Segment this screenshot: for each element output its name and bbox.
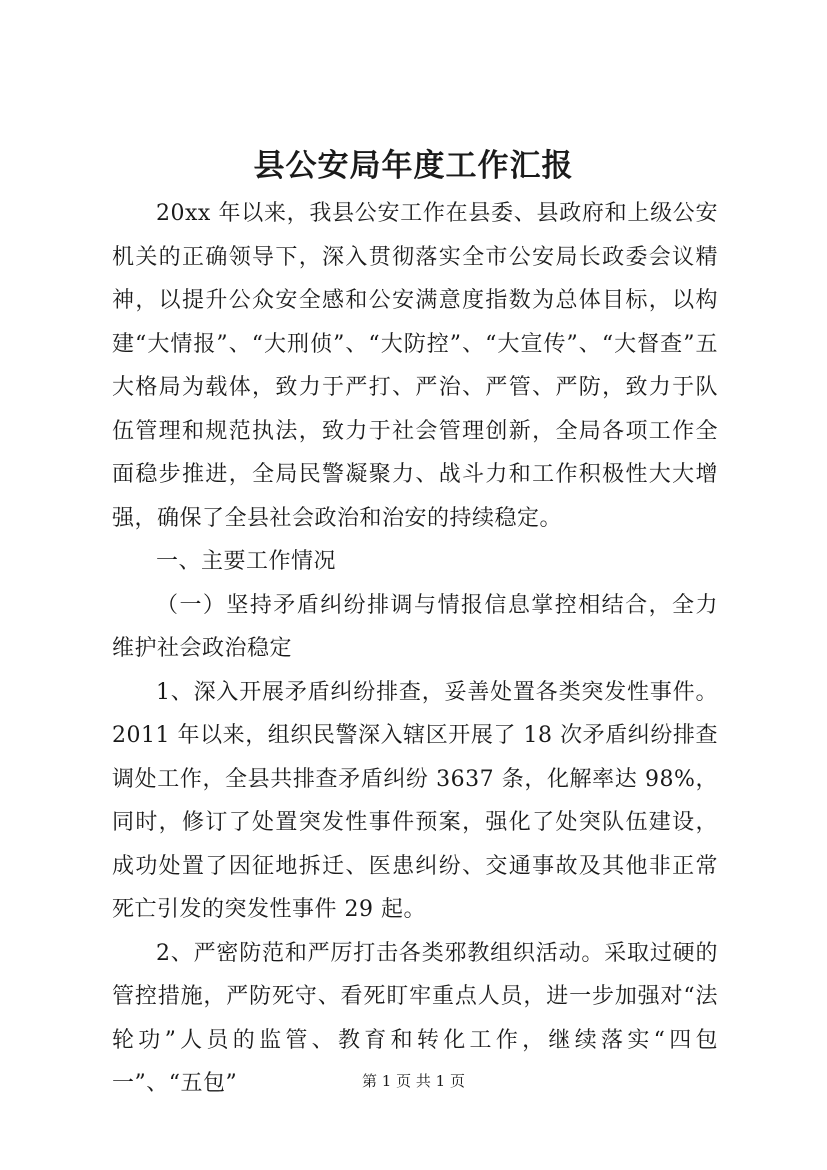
document-body <box>112 192 718 1106</box>
item-paragraph-1: 1、深入开展矛盾纠纷排查，妥善处置各类突发性事件。2011 年以来，组织民警深入辖区开展了 18 次矛盾纠纷排查调处工作，全县共排查矛盾纠纷 3637 条，化解率达 98%，同时，修订了处置突发性事件预案，强化了处突队伍建设，成功处置了因征地拆迁、医患纠纷、交通事故及其他非正常死亡引发的突发性事件 29 起。 <box>112 679 718 922</box>
intro-paragraph: 20xx 年以来，我县公安工作在县委、县政府和上级公安机关的正确领导下，深入贯彻落实全市公安局长政委会议精神，以提升公众安全感和公安满意度指数为总体目标，以构建“大情报”、“大刑侦”、“大防控”、“大宣传”、“大督查”五大格局为载体，致力于严打、严治、严管、严防，致力于队伍管理和规范执法，致力于社会管理创新，全局各项工作全面稳步推进，全局民警凝聚力、战斗力和工作积极性大大增强，确保了全县社会政治和治安的持续稳定。 <box>112 201 718 531</box>
page-footer: 第 1 页 共 1 页 <box>362 1072 465 1090</box>
section-heading: 一、主要工作情况 <box>156 549 337 574</box>
subsection-heading: （一）坚持矛盾纠纷排调与情报信息掌控相结合，全力维护社会政治稳定 <box>112 592 718 661</box>
item-paragraph-2: 2、严密防范和严厉打击各类邪教组织活动。采取过硬的管控措施，严防死守、看死盯牢重点人员，进一步加强对“法轮功”人员的监管、教育和转化工作，继续落实“四包一”、“五包” <box>112 940 718 1096</box>
document-title: 县公安局年度工作汇报 <box>253 148 574 184</box>
